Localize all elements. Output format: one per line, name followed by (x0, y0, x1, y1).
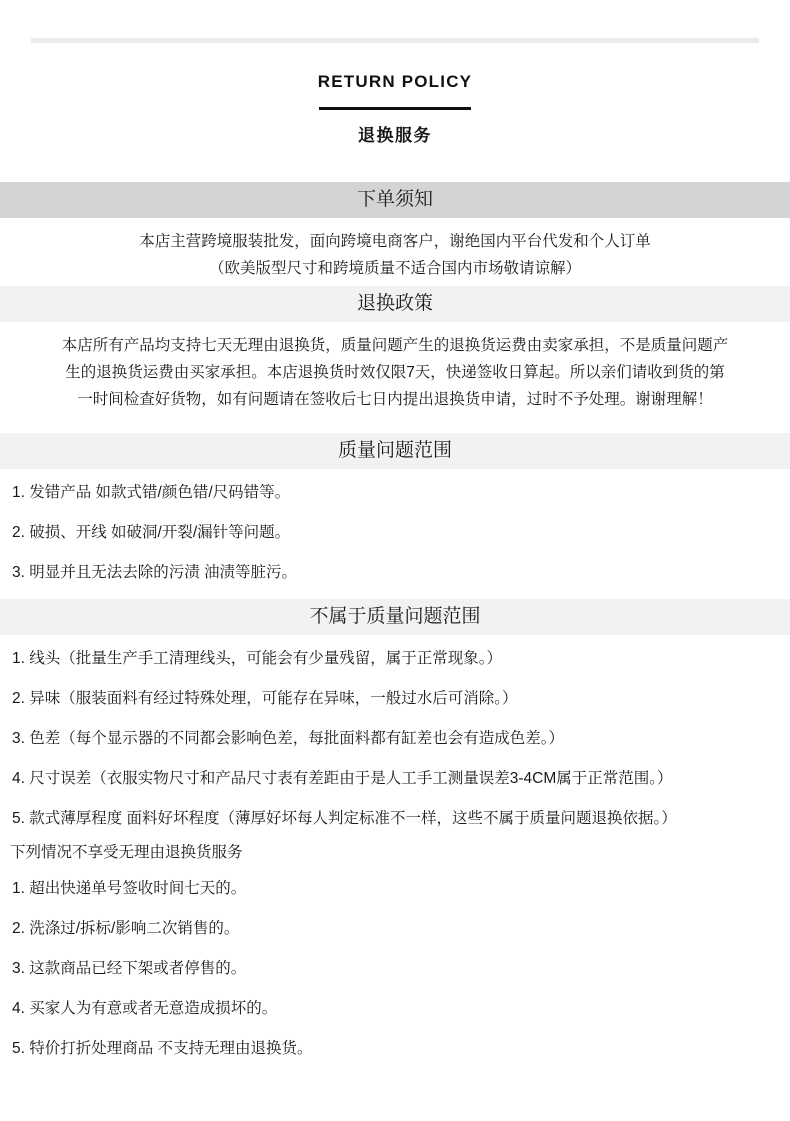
paragraph-line: 本店所有产品均支持七天无理由退换货，质量问题产生的退换货运费由卖家承担，不是质量问题产 (61, 337, 729, 354)
paragraph-line: （欧美版型尺寸和跨境质量不适合国内市场敬请谅解） (208, 260, 581, 277)
list-item: 4. 买家人为有意或者无意造成损坏的。 (12, 1000, 278, 1017)
paragraph-line: 生的退换货运费由买家承担。本店退换货时效仅限7天，快递签收日算起。所以亲们请收到货的第 (65, 364, 725, 381)
list-non-quality-issue-scope (0, 635, 790, 831)
title-underline (319, 107, 471, 110)
section-heading-no-return-conditions: 下列情况不享受无理由退换货服务 (10, 844, 243, 861)
list-item: 1. 线头（批量生产手工清理线头，可能会有少量残留，属于正常现象。） (12, 650, 502, 667)
section-heading-order-notice: 下单须知 (0, 182, 790, 218)
return-policy-document (0, 38, 790, 1121)
section-body-return-policy (0, 322, 790, 419)
list-item: 1. 超出快递单号签收时间七天的。 (12, 880, 247, 897)
paragraph-line: 一时间检查好货物，如有问题请在签收后七日内提出退换货申请，过时不予处理。谢谢理解！ (77, 391, 713, 408)
list-quality-issue-scope (0, 469, 790, 585)
list-item: 3. 这款商品已经下架或者停售的。 (12, 960, 247, 977)
list-no-return-conditions (0, 865, 790, 1061)
list-item: 2. 异味（服装面料有经过特殊处理，可能存在异味，一般过水后可消除。） (12, 690, 518, 707)
document-title-block (0, 71, 790, 148)
list-item: 3. 色差（每个显示器的不同都会影响色差，每批面料都有缸差也会有造成色差。） (12, 730, 564, 747)
list-item: 2. 洗涤过/拆标/影响二次销售的。 (12, 920, 240, 937)
bottom-spacer (0, 1061, 790, 1121)
list-item: 5. 款式薄厚程度 面料好坏程度（薄厚好坏每人判定标准不一样，这些不属于质量问题退换依据。） (12, 810, 677, 827)
list-item: 2. 破损、开线 如破洞/开裂/漏针等问题。 (12, 524, 291, 541)
top-divider (31, 38, 759, 43)
page-title-chinese: 退换服务 (358, 126, 432, 145)
list-item: 1. 发错产品 如款式错/颜色错/尺码错等。 (12, 484, 291, 501)
page-title-english: RETURN POLICY (317, 72, 473, 91)
section-heading-return-policy: 退换政策 (0, 286, 790, 322)
list-item: 5. 特价打折处理商品 不支持无理由退换货。 (12, 1040, 313, 1057)
section-heading-non-quality-issue-scope: 不属于质量问题范围 (0, 599, 790, 635)
list-item: 4. 尺寸误差（衣服实物尺寸和产品尺寸表有差距由于是人工手工测量误差3-4CM属于正常范围。） (12, 770, 673, 787)
section-body-order-notice (0, 218, 790, 286)
paragraph-line: 本店主营跨境服装批发，面向跨境电商客户，谢绝国内平台代发和个人订单 (139, 233, 651, 250)
section-heading-quality-issue-scope: 质量问题范围 (0, 433, 790, 469)
list-item: 3. 明显并且无法去除的污渍 油渍等脏污。 (12, 564, 298, 581)
